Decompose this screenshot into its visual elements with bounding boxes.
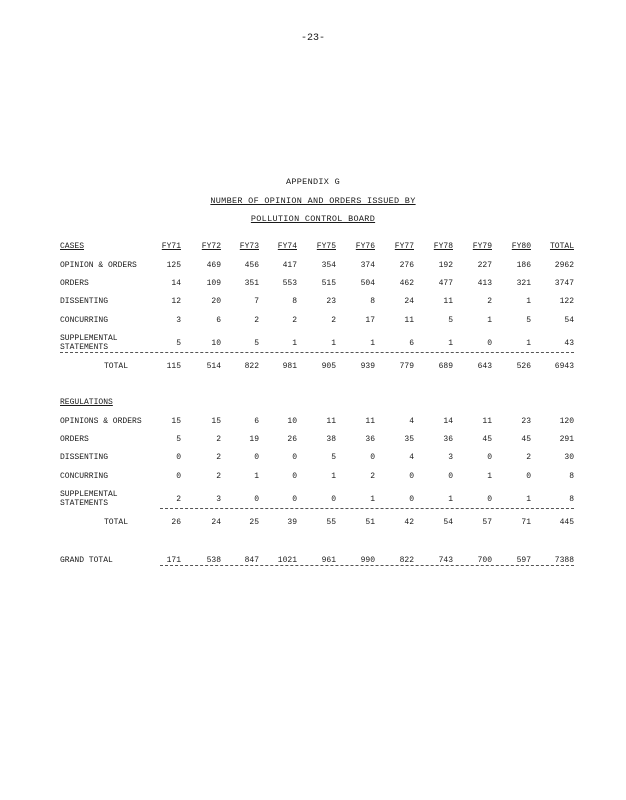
table-cell: 2: [254, 316, 259, 325]
table-cell: 526: [516, 362, 531, 371]
row-label: [60, 491, 118, 508]
table-cell: 7388: [554, 556, 574, 565]
row-label: CONCURRING: [60, 316, 109, 325]
table-cell: 43: [564, 339, 574, 348]
table-row: [0, 334, 626, 352]
table-cell: 1: [487, 472, 492, 481]
table-row: [0, 417, 626, 429]
table-cell: 689: [438, 362, 453, 371]
row-label: DISSENTING: [60, 453, 109, 462]
table-cell: 10: [287, 417, 297, 426]
table-cell: 779: [399, 362, 414, 371]
table-cell: 109: [206, 279, 221, 288]
table-cell: 11: [482, 417, 492, 426]
table-cell: 6: [216, 316, 221, 325]
table-row: [0, 261, 626, 273]
page-number: -23-: [300, 33, 325, 44]
table-cell: 8: [370, 297, 375, 306]
table-cell: 5: [254, 339, 259, 348]
table-cell: 192: [438, 261, 453, 270]
table-cell: 4: [409, 453, 414, 462]
table-cell: 11: [365, 417, 375, 426]
row-label: [60, 335, 118, 352]
table-cell: 961: [321, 556, 336, 565]
table-row: [0, 316, 626, 328]
table-cell: 3: [216, 495, 221, 504]
table-cell: 54: [564, 316, 574, 325]
table-cell: 171: [166, 556, 181, 565]
table-cell: 0: [292, 495, 297, 504]
table-cell: 5: [176, 435, 181, 444]
table-cell: 5: [448, 316, 453, 325]
row-label: CONCURRING: [60, 472, 109, 481]
column-header-row: [0, 242, 626, 254]
table-row: [0, 453, 626, 465]
table-cell: 45: [482, 435, 492, 444]
table-cell: 0: [176, 472, 181, 481]
row-label: ORDERS: [60, 279, 89, 288]
table-cell: 0: [331, 495, 336, 504]
table-cell: 1: [448, 495, 453, 504]
table-cell: 6943: [554, 362, 574, 371]
table-cell: 23: [521, 417, 531, 426]
table-cell: 3: [176, 316, 181, 325]
table-cell: 3: [448, 453, 453, 462]
table-row: [0, 490, 626, 508]
table-cell: 477: [438, 279, 453, 288]
table-row: [0, 297, 626, 309]
table-row: [0, 472, 626, 484]
table-cell: 1: [487, 316, 492, 325]
table-cell: 2962: [554, 261, 574, 270]
grand-total-underline: [160, 565, 574, 566]
table-cell: 1: [331, 339, 336, 348]
table-cell: 981: [282, 362, 297, 371]
table-cell: 186: [516, 261, 531, 270]
table-cell: 456: [244, 261, 259, 270]
table-cell: 538: [206, 556, 221, 565]
column-header: FY75: [316, 242, 336, 251]
table-cell: 6: [254, 417, 259, 426]
grand-total-row: [0, 556, 626, 568]
table-cell: 8: [569, 495, 574, 504]
table-cell: 469: [206, 261, 221, 270]
table-cell: 8: [569, 472, 574, 481]
table-cell: 276: [399, 261, 414, 270]
table-cell: 0: [487, 453, 492, 462]
appendix-title: APPENDIX G: [285, 177, 340, 187]
table-title: NUMBER OF OPINION AND ORDERS ISSUED BY: [210, 196, 416, 206]
table-cell: 2: [370, 472, 375, 481]
table-cell: 2: [292, 316, 297, 325]
table-cell: 0: [176, 453, 181, 462]
column-header: FY73: [239, 242, 259, 251]
table-cell: 30: [564, 453, 574, 462]
table-cell: 38: [326, 435, 336, 444]
column-header: FY78: [433, 242, 453, 251]
table-cell: 291: [559, 435, 574, 444]
table-cell: 0: [487, 339, 492, 348]
table-cell: 0: [292, 453, 297, 462]
table-cell: 1: [292, 339, 297, 348]
table-cell: 24: [211, 518, 221, 527]
table-cell: 26: [171, 518, 181, 527]
table-cell: 0: [448, 472, 453, 481]
table-cell: 54: [443, 518, 453, 527]
table-cell: 445: [559, 518, 574, 527]
table-cell: 0: [292, 472, 297, 481]
row-label-line: STATEMENTS: [60, 342, 109, 352]
table-cell: 6: [409, 339, 414, 348]
column-header: FY74: [277, 242, 297, 251]
row-label-line: SUPPLEMENTAL: [60, 334, 118, 343]
table-cell: 643: [477, 362, 492, 371]
table-cell: 990: [360, 556, 375, 565]
table-cell: 15: [211, 417, 221, 426]
table-cell: 120: [559, 417, 574, 426]
table-cell: 36: [365, 435, 375, 444]
table-cell: 55: [326, 518, 336, 527]
row-label-line: STATEMENTS: [60, 498, 109, 508]
table-cell: 847: [244, 556, 259, 565]
table-cell: 23: [326, 297, 336, 306]
column-header: FY71: [161, 242, 181, 251]
table-cell: 42: [404, 518, 414, 527]
table-cell: 1: [254, 472, 259, 481]
table-cell: 515: [321, 279, 336, 288]
table-cell: 2: [331, 316, 336, 325]
table-subtitle: POLLUTION CONTROL BOARD: [250, 214, 376, 224]
table-cell: 17: [365, 316, 375, 325]
table-cell: 5: [526, 316, 531, 325]
table-cell: 1: [370, 495, 375, 504]
row-label: OPINION & ORDERS: [60, 261, 137, 270]
table-cell: 20: [211, 297, 221, 306]
column-header: FY76: [355, 242, 375, 251]
table-cell: 125: [166, 261, 181, 270]
table-cell: 553: [282, 279, 297, 288]
table-cell: 1: [526, 339, 531, 348]
table-cell: 2: [176, 495, 181, 504]
total-row: [0, 518, 626, 530]
table-cell: 115: [166, 362, 181, 371]
table-cell: 0: [370, 453, 375, 462]
table-cell: 2: [216, 453, 221, 462]
table-cell: 374: [360, 261, 375, 270]
cases-header: CASES: [60, 242, 85, 251]
row-label: DISSENTING: [60, 297, 109, 306]
column-header: FY79: [472, 242, 492, 251]
table-cell: 25: [249, 518, 259, 527]
table-cell: 462: [399, 279, 414, 288]
table-cell: 8: [292, 297, 297, 306]
table-cell: 1: [331, 472, 336, 481]
table-cell: 11: [443, 297, 453, 306]
table-cell: 0: [254, 453, 259, 462]
table-cell: 905: [321, 362, 336, 371]
table-cell: 0: [254, 495, 259, 504]
table-cell: 1021: [277, 556, 297, 565]
subtotal-rule: [160, 508, 574, 509]
table-cell: 1: [526, 297, 531, 306]
table-cell: 0: [409, 495, 414, 504]
row-label-line: SUPPLEMENTAL: [60, 490, 118, 499]
grand-total-label: GRAND TOTAL: [60, 556, 113, 565]
table-cell: 0: [409, 472, 414, 481]
table-cell: 1: [448, 339, 453, 348]
table-cell: 700: [477, 556, 492, 565]
table-cell: 11: [326, 417, 336, 426]
table-cell: 39: [287, 518, 297, 527]
table-cell: 2: [216, 435, 221, 444]
table-row: [0, 435, 626, 447]
table-cell: 71: [521, 518, 531, 527]
table-cell: 0: [487, 495, 492, 504]
table-cell: 14: [171, 279, 181, 288]
column-header: FY72: [201, 242, 221, 251]
table-cell: 122: [559, 297, 574, 306]
table-cell: 2: [216, 472, 221, 481]
total-label: TOTAL: [104, 518, 129, 527]
table-cell: 15: [171, 417, 181, 426]
table-cell: 11: [404, 316, 414, 325]
table-cell: 321: [516, 279, 531, 288]
table-cell: 5: [331, 453, 336, 462]
table-cell: 12: [171, 297, 181, 306]
table-cell: 354: [321, 261, 336, 270]
table-cell: 743: [438, 556, 453, 565]
table-cell: 351: [244, 279, 259, 288]
table-cell: 1: [526, 495, 531, 504]
row-label: ORDERS: [60, 435, 89, 444]
table-cell: 417: [282, 261, 297, 270]
table-cell: 4: [409, 417, 414, 426]
table-cell: 3747: [554, 279, 574, 288]
total-label: TOTAL: [104, 362, 129, 371]
table-cell: 413: [477, 279, 492, 288]
table-cell: 504: [360, 279, 375, 288]
table-cell: 2: [487, 297, 492, 306]
table-cell: 36: [443, 435, 453, 444]
column-header: FY77: [394, 242, 414, 251]
table-cell: 35: [404, 435, 414, 444]
table-cell: 597: [516, 556, 531, 565]
table-cell: 2: [526, 453, 531, 462]
table-cell: 227: [477, 261, 492, 270]
table-cell: 939: [360, 362, 375, 371]
table-cell: 0: [526, 472, 531, 481]
table-cell: 57: [482, 518, 492, 527]
row-label: OPINIONS & ORDERS: [60, 417, 142, 426]
regulations-header: REGULATIONS: [60, 398, 113, 407]
table-cell: 14: [443, 417, 453, 426]
table-cell: 514: [206, 362, 221, 371]
table-cell: 5: [176, 339, 181, 348]
table-cell: 24: [404, 297, 414, 306]
column-header: TOTAL: [549, 242, 574, 251]
table-cell: 19: [249, 435, 259, 444]
table-row: [0, 279, 626, 291]
table-cell: 822: [399, 556, 414, 565]
total-row: [0, 362, 626, 374]
column-header: FY80: [511, 242, 531, 251]
subtotal-rule: [60, 352, 574, 353]
table-cell: 26: [287, 435, 297, 444]
table-cell: 822: [244, 362, 259, 371]
table-cell: 7: [254, 297, 259, 306]
table-cell: 1: [370, 339, 375, 348]
table-cell: 10: [211, 339, 221, 348]
table-cell: 45: [521, 435, 531, 444]
table-cell: 51: [365, 518, 375, 527]
